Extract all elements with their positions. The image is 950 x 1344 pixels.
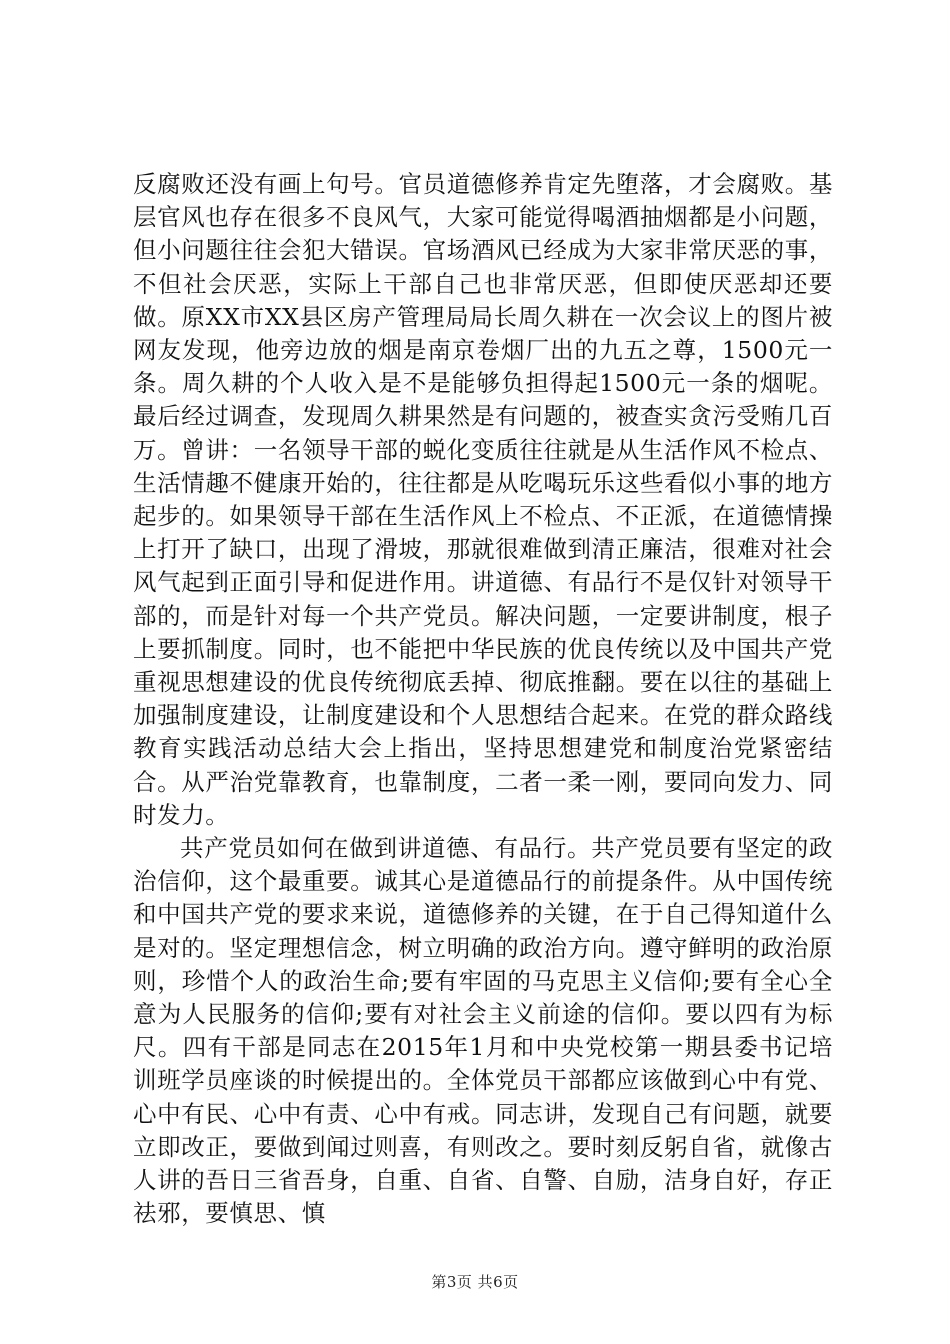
paragraph-1: 反腐败还没有画上句号。官员道德修养肯定先堕落，才会腐败。基层官风也存在很多不良风气，大家可能觉得喝酒抽烟都是小问题，但小问题往往会犯大错误。官场酒风已经成为大家非常厌恶的事，不但社会厌恶，实际上干部自己也非常厌恶，但即使厌恶却还要做。原XX市XX县区房产管理局局长周久耕在一次会议上的图片被网友发现，他旁边放的烟是南京卷烟厂出的九五之尊，1500元一条。周久耕的个人收入是不是能够负担得起1500元一条的烟呢。最后经过调查，发现周久耕果然是有问题的，被查实贪污受贿几百万。曾讲：一名领导干部的蜕化变质往往就是从生活作风不检点、生活情趣不健康开始的，往往都是从吃喝玩乐这些看似小事的地方起步的。如果领导干部在生活作风上不检点、不正派，在道德情操上打开了缺口，出现了滑坡，那就很难做到清正廉洁，很难对社会风气起到正面引导和促进作用。讲道德、有品行不是仅针对领导干部的，而是针对每一个共产党员。解决问题，一定要讲制度，根子上要抓制度。同时，也不能把中华民族的优良传统以及中国共产党重视思想建设的优良传统彻底丢掉、彻底推翻。要在以往的基础上加强制度建设，让制度建设和个人思想结合起来。在党的群众路线教育实践活动总结大会上指出，坚持思想建党和制度治党紧密结合。从严治党靠教育，也靠制度，二者一柔一刚，要同向发力、同时发力。 [133, 170, 833, 829]
paragraph-2: 共产党员如何在做到讲道德、有品行。共产党员要有坚定的政治信仰，这个最重要。诚其心是道德品行的前提条件。从中国传统和中国共产党的要求来说，道德修养的关键，在于自己得知道什么是对的。坚定理想信念，树立明确的政治方向。遵守鲜明的政治原则，珍惜个人的政治生命;要有牢固的马克思主义信仰;要有全心全意为人民服务的信仰;要有对社会主义前途的信仰。要以四有为标尺。四有干部是同志在2015年1月和中央党校第一期县委书记培训班学员座谈的时候提出的。全体党员干部都应该做到心中有党、心中有民、心中有责、心中有戒。同志讲，发现自己有问题，就要立即改正，要做到闻过则喜，有则改之。要时刻反躬自省，就像古人讲的吾日三省吾身，自重、自省、自警、自励，洁身自好，存正祛邪，要慎思、慎 [133, 834, 833, 1228]
page-footer: 第3页 共6页 [431, 1273, 519, 1291]
document-body [133, 168, 833, 1231]
